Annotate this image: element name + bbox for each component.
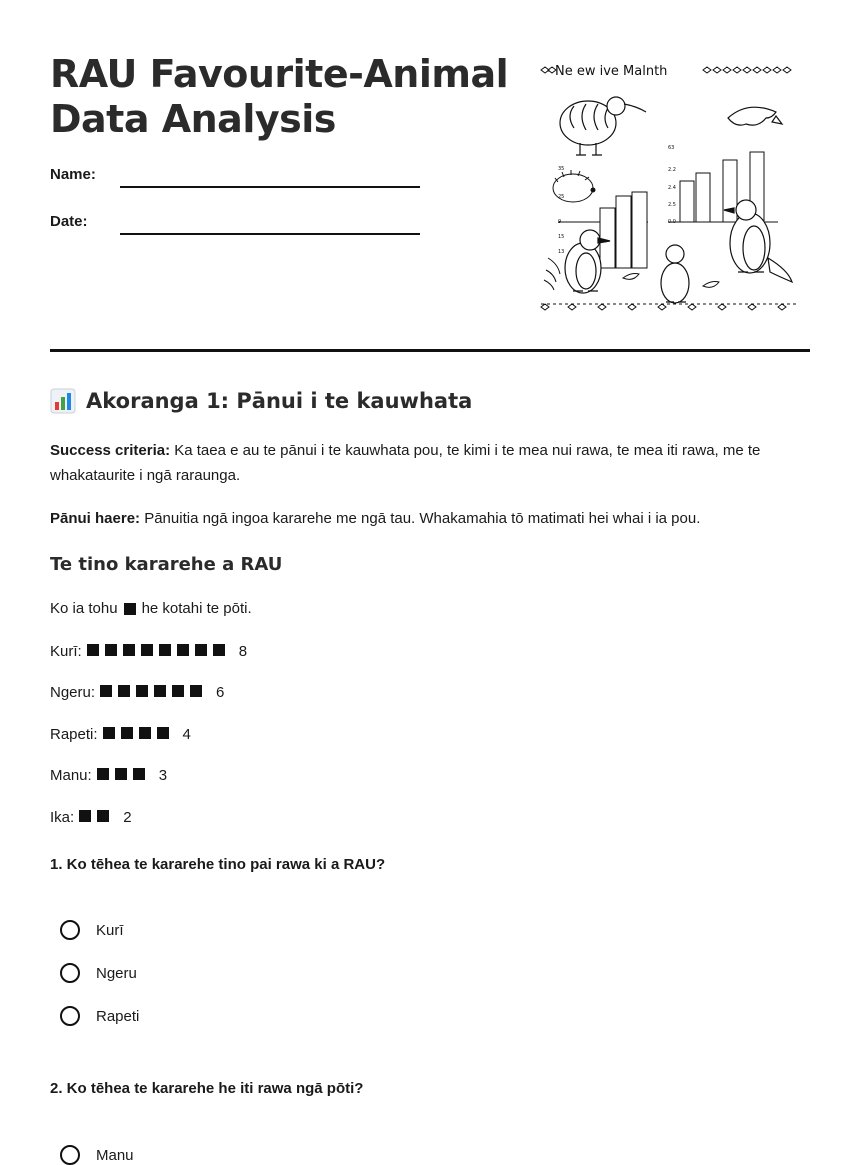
radio-button[interactable]	[60, 1145, 80, 1165]
data-label: 3	[158, 767, 168, 784]
vote-marks	[92, 767, 151, 784]
radio-button[interactable]	[60, 920, 80, 940]
answer-option[interactable]	[60, 1145, 134, 1165]
vote-square	[121, 727, 133, 739]
data-label: 8	[238, 643, 248, 660]
vote-square	[100, 685, 112, 697]
vote-square	[118, 685, 130, 697]
animal-chart-illustration	[538, 58, 803, 313]
option-label: Manu	[96, 1146, 134, 1164]
vote-square	[195, 644, 207, 656]
vote-square	[105, 644, 117, 656]
chart-key-after: he kotahi te pōti.	[141, 600, 252, 617]
penguin-icon-middle	[661, 245, 689, 303]
pictograph-row	[50, 684, 224, 701]
vote-square	[139, 727, 151, 739]
answer-option[interactable]	[60, 920, 124, 940]
border-ornament-left	[541, 67, 556, 73]
svg-text:35: 35	[558, 166, 565, 172]
vote-marks	[82, 643, 231, 660]
vote-square	[133, 768, 145, 780]
svg-text:63: 63	[668, 145, 675, 151]
option-label: Rapeti	[96, 1007, 140, 1025]
dolphin-icon	[728, 107, 782, 125]
svg-text:9: 9	[558, 219, 562, 225]
vote-square	[87, 644, 99, 656]
vote-square	[97, 768, 109, 780]
question-2: 2. Ko tēhea te kararehe he iti rawa ngā pōti?	[50, 1080, 364, 1097]
svg-text:2.2: 2.2	[668, 167, 676, 173]
radio-button[interactable]	[60, 1006, 80, 1026]
name-label: Name:	[50, 166, 96, 183]
svg-text:2.5: 2.5	[668, 202, 676, 208]
illustration-caption: Ne ew ive Malnth	[555, 64, 668, 79]
success-criteria-text: Ka taea e au te pānui i te kauwhata pou, te kimi i te mea nui rawa, te mea iti rawa, me te whakataurite i ngā raraunga.	[50, 442, 761, 484]
kiwi-icon	[560, 97, 646, 155]
vote-square	[159, 644, 171, 656]
vote-square	[154, 685, 166, 697]
vote-square	[97, 810, 109, 822]
vote-square	[79, 810, 91, 822]
reading-instruction	[50, 506, 810, 531]
reading-instruction-text: Pānuitia ngā ingoa kararehe me ngā tau. Whakamahia tō matimati hei whai i ia pou.	[144, 510, 701, 527]
pictograph-row	[50, 726, 191, 743]
vote-square	[136, 685, 148, 697]
success-criteria	[50, 438, 810, 488]
answer-option[interactable]	[60, 1006, 139, 1026]
vote-square	[172, 685, 184, 697]
page-title	[50, 52, 508, 142]
pictograph-row	[50, 809, 132, 826]
vote-square	[190, 685, 202, 697]
vote-square	[123, 644, 135, 656]
option-label: Ngeru	[96, 964, 137, 982]
chart-key-before: Ko ia tohu	[50, 600, 118, 617]
question-1: 1. Ko tēhea te kararehe tino pai rawa ki a RAU?	[50, 856, 386, 873]
section-divider	[50, 349, 810, 352]
lesson-heading	[50, 388, 472, 414]
category-label: Ika:	[50, 809, 75, 826]
vote-square	[115, 768, 127, 780]
answer-option[interactable]	[60, 963, 137, 983]
svg-text:13: 13	[558, 249, 565, 255]
vote-marks	[74, 809, 115, 826]
bar-chart-icon	[50, 388, 76, 414]
border-ornament-right	[703, 67, 791, 73]
svg-text:2.4: 2.4	[668, 185, 676, 191]
category-label: Manu:	[50, 767, 92, 784]
vote-square	[157, 727, 169, 739]
data-label: 6	[216, 684, 225, 701]
lesson-heading-text: Akoranga 1: Pānui i te kauwhata	[86, 389, 473, 413]
vote-square	[103, 727, 115, 739]
success-criteria-label: Success criteria:	[50, 442, 171, 459]
vote-square	[213, 644, 225, 656]
radio-button[interactable]	[60, 963, 80, 983]
vote-square	[177, 644, 189, 656]
svg-text:15: 15	[558, 234, 565, 240]
category-label: Rapeti:	[50, 726, 98, 743]
svg-text:0.0: 0.0	[668, 219, 676, 225]
svg-text:25: 25	[558, 194, 565, 200]
title-line-2: Data Analysis	[50, 97, 336, 141]
title-line-1: RAU Favourite-Animal	[50, 52, 509, 96]
bar-chart-large	[668, 152, 778, 222]
vote-square	[141, 644, 153, 656]
category-label: Kurī:	[50, 643, 82, 660]
date-label: Date:	[50, 213, 88, 230]
pictograph-row	[50, 643, 247, 660]
vote-marks	[98, 726, 175, 743]
chart-subheading: Te tino kararehe a RAU	[50, 554, 283, 575]
vote-marks	[95, 684, 208, 701]
chart-key	[50, 600, 252, 617]
vote-square-icon	[124, 603, 136, 615]
category-label: Ngeru:	[50, 684, 96, 701]
data-label: 4	[182, 726, 191, 743]
option-label: Kurī	[96, 921, 124, 939]
reading-instruction-label: Pānui haere:	[50, 510, 141, 527]
date-field[interactable]	[120, 233, 420, 235]
data-label: 2	[123, 809, 132, 826]
pictograph-row	[50, 767, 167, 784]
border-ornament-diamonds	[541, 304, 786, 310]
name-field[interactable]	[120, 186, 420, 188]
